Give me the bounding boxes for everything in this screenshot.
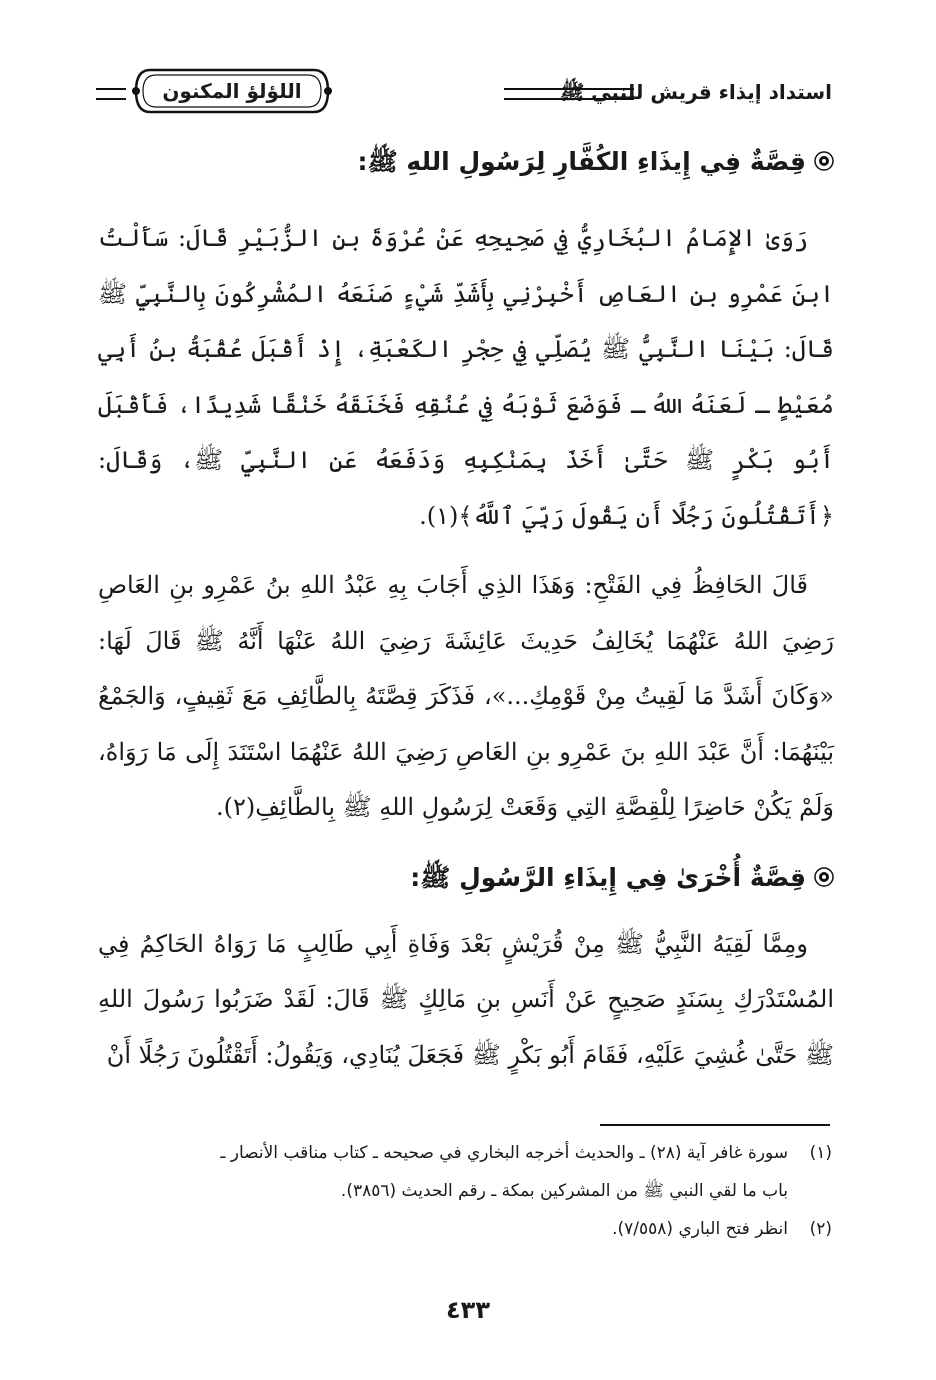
footnotes — [100, 1134, 832, 1248]
footnote-text: سورة غافر آية (٢٨) ـ والحديث أخرجه البخاري في صحيحه ـ كتاب مناقب الأنصار ـ — [220, 1143, 788, 1163]
book-title: اللؤلؤ المكنون — [162, 79, 302, 103]
running-title: استداد إيذاء قريش للنبي ﷺ — [560, 80, 832, 104]
page-number: ٤٣٣ — [446, 1296, 490, 1324]
footnote-continuation: باب ما لقي النبي ﷺ من المشركين بمكة ـ رقم الحديث (٣٨٥٦). — [340, 1181, 788, 1201]
book-title-ornament — [132, 64, 332, 118]
header-double-rule-right — [504, 88, 634, 100]
footnote-number: (٢) — [809, 1219, 832, 1239]
footnote — [100, 1210, 832, 1248]
footnote — [100, 1134, 832, 1172]
footnote-text: انظر فتح الباري (٧/٥٥٨). — [612, 1219, 788, 1239]
flower-ornament-icon — [814, 857, 834, 901]
footnote-separator — [600, 1124, 830, 1126]
footnote-number: (١) — [809, 1143, 832, 1163]
section-heading-text: قِصَّةٌ فِي إِيذَاءِ الكُفَّارِ لِرَسُولِ اللهِ ﷺ: — [357, 147, 806, 176]
main-text — [98, 140, 834, 1083]
paragraph: رَوَىٰ الإِمَامُ البُخَارِيُّ فِي صَحِيحِهِ عَنْ عُرْوَةَ بنِ الزُّبَيْرِ قَالَ: سَأَلْتُ ابنَ عَمْرِو بنِ العَاصِ أَخْبِرْنِي بِأَشَدِّ شَيْءٍ صَنَعَهُ المُشْرِكُونَ بِالنَّبِيِّ ﷺ قَالَ: بَيْنَا النَّبِيُّ ﷺ يُصَلِّي فِي حِجْرِ الكَعْبَةِ، إِذْ أَقْبَلَ عُقْبَةُ بنُ أَبِي مُعَيْطٍ ـ لَعَنَهُ اللهُ ـ فَوَضَعَ ثَوْبَهُ فِي عُنُقِهِ فَخَنَقَهُ خَنْقًا شَدِيدًا، فَأَقْبَلَ أَبُو بَكْرٍ ﷺ حَتَّىٰ أَخَذَ بِمَنْكِبِهِ وَدَفَعَهُ عَنِ النَّبِيِّ ﷺ، وَقَالَ: ﴿أَتَقْتُلُونَ رَجُلًا أَن يَقُولَ رَبِّيَ ٱللَّهُ﴾(١). — [98, 224, 835, 530]
section-heading — [98, 856, 834, 901]
paragraph: قَالَ الحَافِظُ فِي الفَتْحِ: وَهَذَا الذِي أَجَابَ بِهِ عَبْدُ اللهِ بنُ عَمْرِو بنِ العَاصِ رَضِيَ اللهُ عَنْهُمَا يُخَالِفُ حَدِيثَ عَائِشَةَ رَضِيَ اللهُ عَنْهَا أَنَّهُ ﷺ قَالَ لَهَا: «وَكَانَ أَشَدَّ مَا لَقِيتُ مِنْ قَوْمِكِ...»، فَذَكَرَ قِصَّتَهُ بِالطَّائِفِ مَعَ ثَقِيفٍ، وَالجَمْعُ بَيْنَهُمَا: أَنَّ عَبْدَ اللهِ بنَ عَمْرِو بنِ العَاصِ رَضِيَ اللهُ عَنْهُمَا اسْتَنَدَ إِلَى مَا رَوَاهُ، وَلَمْ يَكُنْ حَاضِرًا لِلْقِصَّةِ التِي وَقَعَتْ لِرَسُولِ اللهِ ﷺ بِالطَّائِفِ(٢). — [98, 571, 834, 821]
page-header — [96, 60, 834, 124]
section-heading — [98, 140, 834, 185]
section-heading-text: قِصَّةٌ أُخْرَىٰ فِي إِيذَاءِ الرَّسُولِ ﷺ: — [410, 862, 806, 892]
header-double-rule-left — [96, 88, 126, 100]
flower-ornament-icon — [814, 141, 834, 185]
paragraph: ومِمَّا لَقِيَهُ النَّبِيُّ ﷺ مِنْ قُرَيْشٍ بَعْدَ وَفَاةِ أَبِي طَالِبٍ مَا رَوَاهُ الحَاكِمُ فِي المُسْتَدْرَكِ بِسَنَدٍ صَحِيحٍ عَنْ أَنَسِ بنِ مَالِكٍ ﷺ قَالَ: لَقَدْ ضَرَبُوا رَسُولَ اللهِ ﷺ حَتَّىٰ غُشِيَ عَلَيْهِ، فَقَامَ أَبُو بَكْرٍ ﷺ فَجَعَلَ يُنَادِي، وَيَقُولُ: أَتَقْتُلُونَ رَجُلًا أَنْ — [98, 929, 834, 1069]
